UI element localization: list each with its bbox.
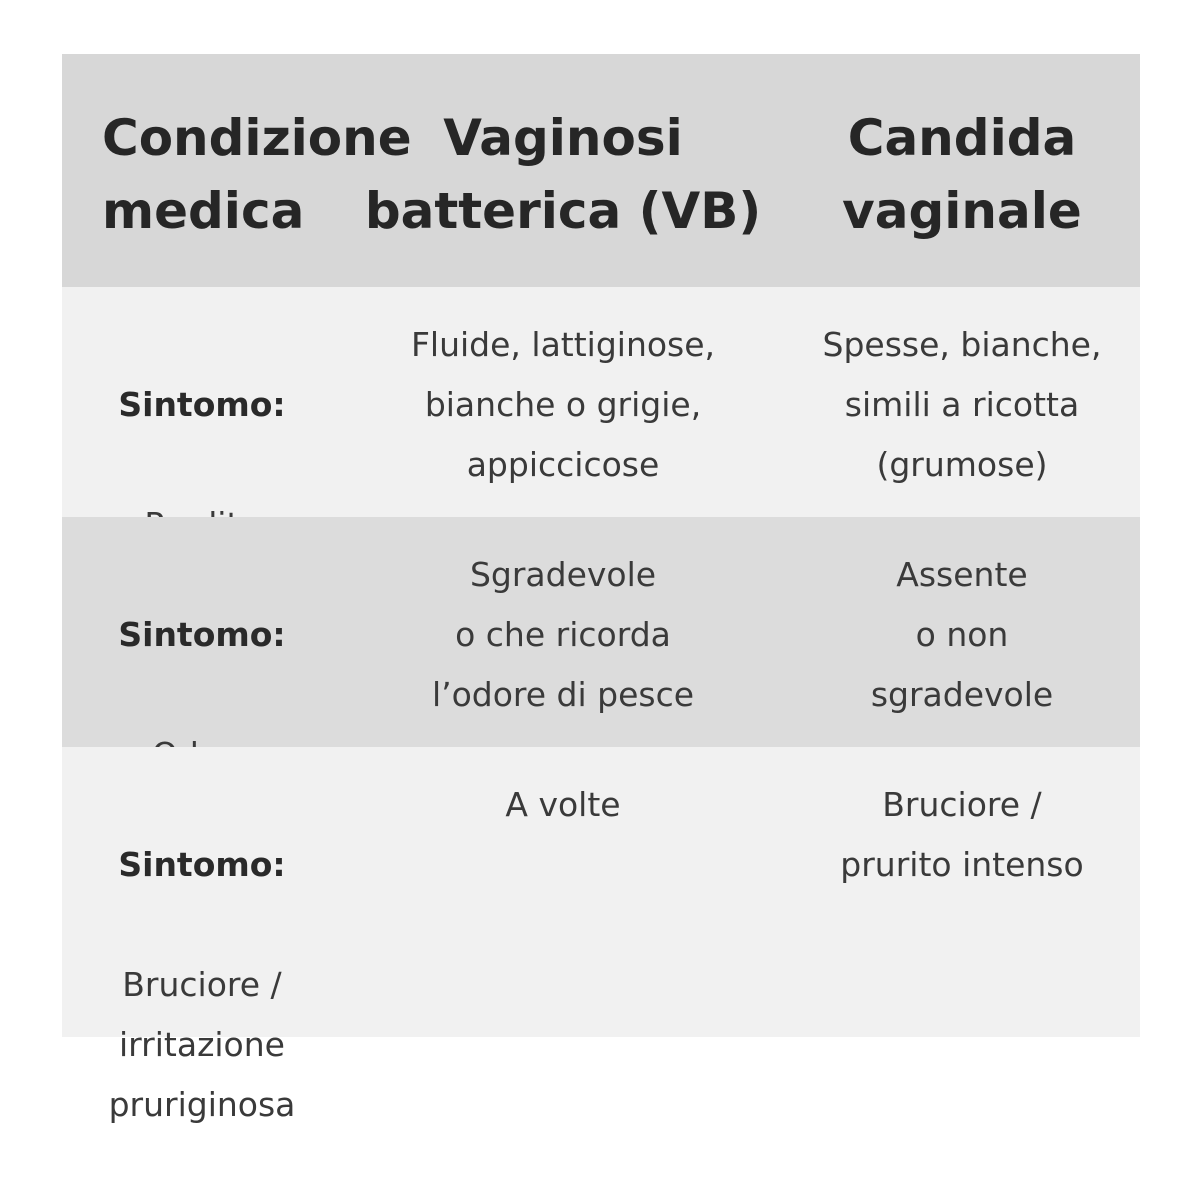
candida-cell: Spesse, bianche, simili a ricotta (grumose) (822, 325, 1102, 484)
table-row (62, 287, 1140, 517)
table-row (62, 747, 1140, 1124)
symptom-label: Sintomo: (118, 845, 286, 884)
vb-cell: Sgradevole o che ricorda l’odore di pesce (431, 555, 695, 714)
header-bacterial-vaginosis: Vaginosi batterica (VB) (364, 109, 762, 240)
symptom-label: Sintomo: (118, 615, 286, 654)
table-row (62, 517, 1140, 747)
header-condition: Condizione medica (102, 109, 412, 240)
header-vaginal-candida: Candida vaginale (842, 109, 1082, 240)
symptom-name: Bruciore / irritazione pruriginosa (108, 965, 296, 1124)
vb-cell: A volte (505, 785, 621, 824)
candida-cell: Bruciore / prurito intenso (840, 785, 1084, 884)
row-label (62, 747, 342, 1195)
symptom-label: Sintomo: (118, 385, 286, 424)
candida-cell: Assente o non sgradevole (870, 555, 1054, 714)
symptom-comparison-table (62, 54, 1140, 1124)
vb-cell: Fluide, lattiginose, bianche o grigie, appiccicose (410, 325, 716, 484)
table-header-row (62, 54, 1140, 287)
